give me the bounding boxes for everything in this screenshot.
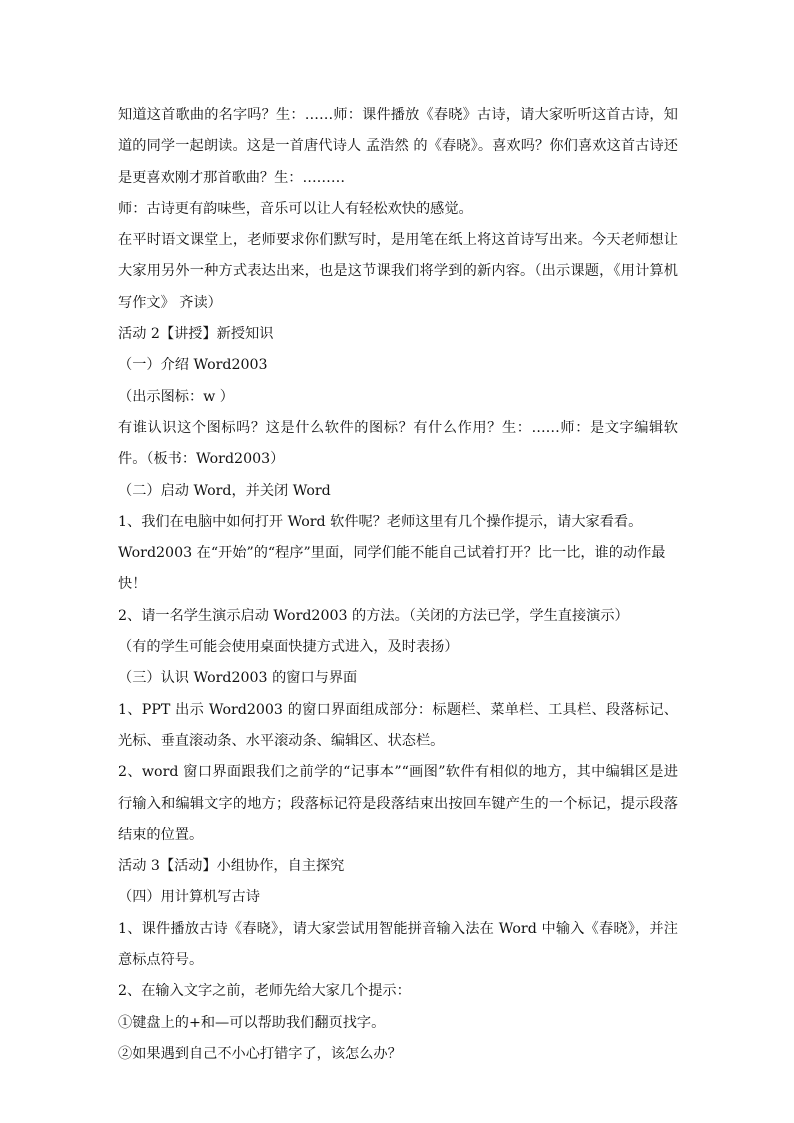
paragraph-open-word: 1、我们在电脑中如何打开 Word 软件呢？老师这里有几个操作提示，请大家看看。 bbox=[118, 513, 643, 530]
heading-section-1: （一）介绍 Word2003 bbox=[118, 357, 268, 374]
paragraph-window-parts: 1、PPT 出示 Word2003 的窗口界面组成部分：标题栏、菜单栏、工具栏、段落标记、光标、垂直滚动条、水平滚动条、编辑区、状态栏。 bbox=[118, 701, 678, 749]
paragraph-type-poem: 1、课件播放古诗《春晓》，请大家尝试用智能拼音输入法在 Word 中输入《春晓》，并注意标点符号。 bbox=[118, 920, 678, 969]
heading-section-4: （四）用计算机写古诗 bbox=[118, 889, 260, 906]
paragraph-lesson-intro: 在平时语文课堂上，老师要求你们默写时，是用笔在纸上将这首诗写出来。今天老师想让大家用另外一种方式表达出来，也是这节课我们将学到的新内容。（出示课题，《用计算机写作文》 齐读） bbox=[118, 232, 678, 311]
paragraph-start-menu: Word2003 在“开始”的“程序”里面，同学们能不能自己试着打开？比一比，谁的动作最快！ bbox=[118, 545, 666, 593]
paragraph-tips-intro: 2、在输入文字之前，老师先给大家几个提示： bbox=[118, 983, 411, 1000]
paragraph-tip-2: ②如果遇到自己不小心打错字了，该怎么办？ bbox=[118, 1045, 402, 1062]
document-page bbox=[118, 100, 678, 1070]
paragraph-student-demo: 2、请一名学生演示启动 Word2003 的方法。（关闭的方法已学，学生直接演示） bbox=[118, 607, 629, 624]
heading-section-3: （三）认识 Word2003 的窗口与界面 bbox=[118, 670, 358, 687]
paragraph-window-compare: 2、word 窗口界面跟我们之前学的“记事本”“画图”软件有相似的地方，其中编辑区是进行输入和编辑文字的地方；段落标记符是段落结束出按回车键产生的一个标记，提示段落结束的位置。 bbox=[118, 764, 678, 843]
paragraph-show-icon: （出示图标：w ） bbox=[118, 388, 234, 405]
heading-activity-2: 活动 2【讲授】新授知识 bbox=[118, 326, 274, 343]
paragraph-song-question: 知道这首歌曲的名字吗？生：……师：课件播放《春晓》古诗，请大家听听这首古诗，知道的同学一起朗读。这是一首唐代诗人 孟浩然 的《春晓》。喜欢吗？你们喜欢这首古诗还是更喜欢刚才那首歌曲？生：……… bbox=[118, 107, 678, 186]
heading-activity-3: 活动 3【活动】小组协作，自主探究 bbox=[118, 858, 345, 875]
paragraph-tip-1: ①键盘上的+和—可以帮助我们翻页找字。 bbox=[118, 1014, 386, 1031]
heading-section-2: （二）启动 Word，并关闭 Word bbox=[118, 482, 331, 499]
paragraph-icon-question: 有谁认识这个图标吗？这是什么软件的图标？有什么作用？生：……师：是文字编辑软件。（板书：Word2003） bbox=[118, 419, 678, 468]
paragraph-shortcut-note: （有的学生可能会使用桌面快捷方式进入，及时表扬） bbox=[118, 639, 459, 656]
paragraph-teacher-remark: 师：古诗更有韵味些，音乐可以让人有轻松欢快的感觉。 bbox=[118, 200, 473, 217]
